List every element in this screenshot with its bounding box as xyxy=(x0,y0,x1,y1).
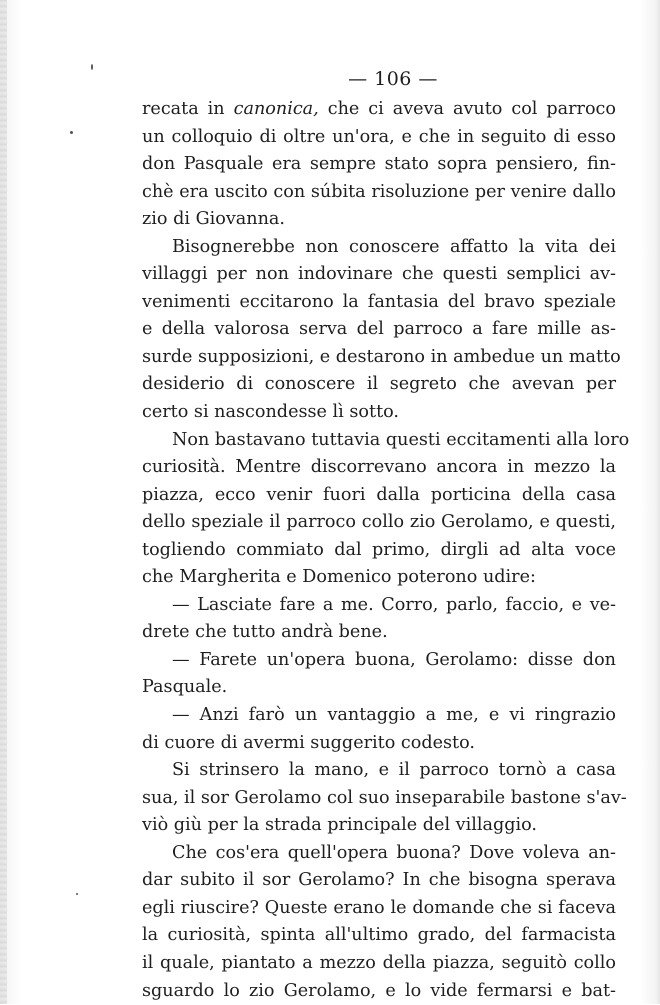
page-number: — 106 — xyxy=(0,68,660,90)
text-line: curiosità. Mentre discorrevano ancora in mezzo la xyxy=(142,454,616,482)
text-line: Bisognerebbe non conoscere affatto la vita dei xyxy=(142,234,616,262)
text-line: — Farete un'opera buona, Gerolamo: disse don xyxy=(142,647,616,675)
text-line: dar subito il sor Gerolamo? In che bisogna sperava xyxy=(142,867,616,895)
text-line: dello speziale il parroco collo zio Gerolamo, e questi, xyxy=(142,509,616,537)
page-binding-edge xyxy=(0,0,7,1004)
text-line: piazza, ecco venir fuori dalla porticina della casa xyxy=(142,482,616,510)
text-line: don Pasquale era sempre stato sopra pensiero, fin- xyxy=(142,151,616,179)
paper-speck xyxy=(76,893,78,895)
text-span: che ci aveva avuto col parroco xyxy=(319,99,616,119)
text-line: egli riuscire? Queste erano le domande che si faceva xyxy=(142,895,616,923)
text-line: villaggi per non indovinare che questi semplici av- xyxy=(142,261,616,289)
body-text xyxy=(142,96,616,1005)
text-line: Si strinsero la mano, e il parroco tornò a casa xyxy=(142,757,616,785)
text-line: chè era uscito con súbita risoluzione per venire dallo xyxy=(142,179,616,207)
text-line: sguardo lo zio Gerolamo, e lo vide fermarsi e bat- xyxy=(142,978,616,1005)
text-line: sua, il sor Gerolamo col suo inseparabile bastone s'av- xyxy=(142,785,616,813)
text-line: e della valorosa serva del parroco a fare mille as- xyxy=(142,316,616,344)
text-line: drete che tutto andrà bene. xyxy=(142,619,616,647)
text-line: venimenti eccitarono la fantasia del bravo speziale xyxy=(142,289,616,317)
text-line: surde supposizioni, e destarono in ambedue un matto xyxy=(142,344,616,372)
text-line: desiderio di conoscere il segreto che avevan per xyxy=(142,371,616,399)
paper-speck xyxy=(91,64,93,70)
text-line: di cuore di avermi suggerito codesto. xyxy=(142,730,616,758)
text-line: — Lasciate fare a me. Corro, parlo, faccio, e ve- xyxy=(142,592,616,620)
text-line: togliendo commiato dal primo, dirgli ad alta voce xyxy=(142,537,616,565)
text-line xyxy=(142,96,616,124)
text-line: zio di Giovanna. xyxy=(142,206,616,234)
text-line: che Margherita e Domenico poterono udire: xyxy=(142,564,616,592)
text-line: viò giù per la strada principale del villaggio. xyxy=(142,812,616,840)
text-line: la curiosità, spinta all'ultimo grado, del farmacista xyxy=(142,922,616,950)
text-line: Pasquale. xyxy=(142,674,616,702)
paper-speck xyxy=(70,131,73,134)
text-line: un colloquio di oltre un'ora, e che in seguito di esso xyxy=(142,124,616,152)
text-line: il quale, piantato a mezzo della piazza, seguitò collo xyxy=(142,950,616,978)
italic-word: canonica, xyxy=(234,99,319,119)
text-line: — Anzi farò un vantaggio a me, e vi ringrazio xyxy=(142,702,616,730)
text-line: certo si nascondesse lì sotto. xyxy=(142,399,616,427)
text-span: recata in xyxy=(142,99,234,119)
text-line: Che cos'era quell'opera buona? Dove voleva an- xyxy=(142,840,616,868)
text-line: Non bastavano tuttavia questi eccitamenti alla loro xyxy=(142,427,616,455)
